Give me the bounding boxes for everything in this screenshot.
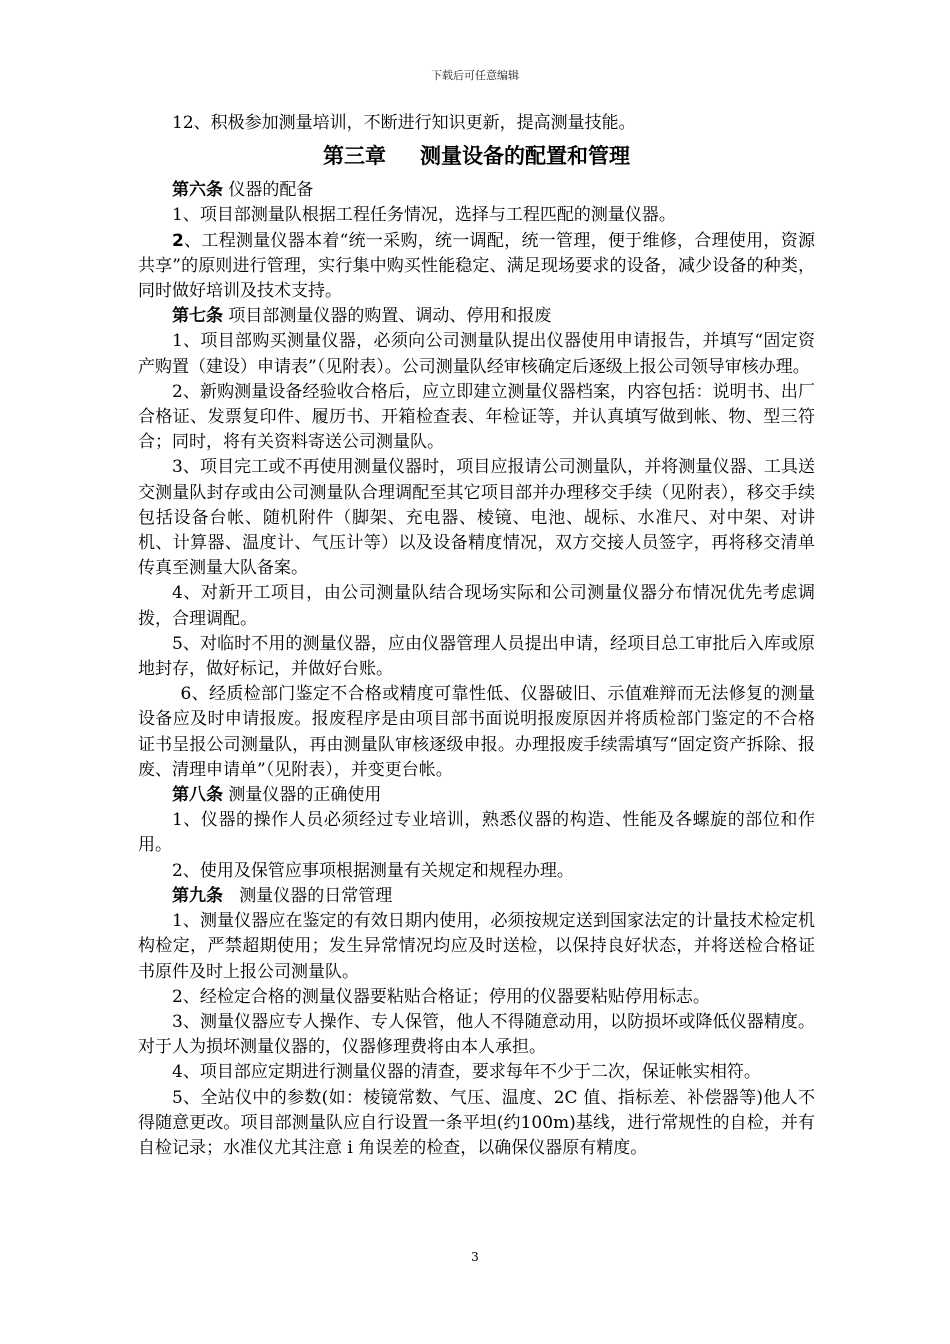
article-8-para-2: 2、使用及保管应事项根据测量有关规定和规程办理。 (172, 860, 574, 881)
article-6-heading (138, 178, 815, 203)
article-7-para-5: 5、对临时不用的测量仪器，应由仪器管理人员提出申请，经项目总工审批后入库或原地封存，做好标记，并做好台账。 (138, 633, 815, 680)
page-header: 下载后可任意编辑 (431, 69, 519, 82)
article-8-heading (138, 783, 815, 808)
article-7-label: 第七条 (172, 306, 223, 327)
article-7-para-1: 1、项目部购买测量仪器，必须向公司测量队提出仪器使用申请报告，并填写“固定资产购置（建设）申请表”（见附表）。公司测量队经审核确定后逐级上报公司领导审核办理。 (138, 331, 815, 377)
article-9-label: 第九条 (172, 885, 223, 906)
article-8-title: 测量仪器的正确使用 (228, 785, 382, 806)
article-9-para-2: 2、经检定合格的测量仪器要粘贴合格证；停用的仪器要粘贴停用标志。 (172, 986, 710, 1007)
article-8-para-1: 1、仪器的操作人员必须经过专业培训，熟悉仪器的构造、性能及各螺旋的部位和作用。 (138, 810, 815, 856)
article-7-heading (138, 304, 815, 329)
chapter-heading (138, 142, 815, 170)
chapter-number: 第三章 (323, 144, 386, 169)
article-7-para-4: 4、对新开工项目，由公司测量队结合现场实际和公司测量仪器分布情况优先考虑调拨，合理调配。 (138, 583, 815, 629)
article-9-para-4: 4、项目部应定期进行测量仪器的清查，要求每年不少于二次，保证帐实相符。 (172, 1062, 761, 1083)
article-7-para-3: 3、项目完工或不再使用测量仪器时，项目应报请公司测量队，并将测量仪器、工具送交测量队封存或由公司测量队合理调配至其它项目部并办理移交手续（见附表），移交手续包括设备台帐、随机附件（脚架、充电器、棱镜、电池、觇标、水准尺、对中架、对讲机、计算器、温度计、气压计等）以及设备精度情况，双方交接人员签字，再将移交清单传真至测量大队备案。 (138, 457, 815, 579)
article-8-label: 第八条 (172, 785, 223, 806)
document-body (138, 111, 815, 1161)
article-9-para-1: 1、测量仪器应在鉴定的有效日期内使用，必须按规定送到国家法定的计量技术检定机构检定，严禁超期使用；发生异常情况均应及时送检，以保持良好状态，并将送检合格证书原件及时上报公司测量队。 (138, 911, 815, 982)
article-9-para-3: 3、测量仪器应专人操作、专人保管，他人不得随意动用，以防损坏或降低仪器精度。对于人为损坏测量仪器的，仪器修理费将由本人承担。 (138, 1011, 815, 1058)
article-9-para-5: 5、全站仪中的参数(如：棱镜常数、气压、温度、2C 值、指标差、补偿器等)他人不得随意更改。项目部测量队应自行设置一条平坦(约100m)基线，进行常规性的自检，并有自检记录；水准仪尤其注意 i 角误差的检查，以确保仪器原有精度。 (138, 1087, 815, 1158)
article-7-title: 项目部测量仪器的购置、调动、停用和报废 (228, 306, 552, 327)
page-number: 3 (471, 1250, 479, 1264)
article-6-para-2-number: 2 (172, 230, 184, 251)
article-6-label: 第六条 (172, 180, 223, 201)
article-6-para-1: 1、项目部测量队根据工程任务情况，选择与工程匹配的测量仪器。 (172, 205, 676, 226)
chapter-title: 测量设备的配置和管理 (420, 144, 630, 169)
article-9-title: 测量仪器的日常管理 (239, 885, 393, 906)
article-7-para-2: 2、新购测量设备经验收合格后，应立即建立测量仪器档案，内容包括：说明书、出厂合格证、发票复印件、履历书、开箱检查表、年检证等，并认真填写做到帐、物、型三符合；同时，将有关资料寄送公司测量队。 (138, 381, 815, 453)
article-6-para-2-text: 、工程测量仪器本着“统一采购，统一调配，统一管理，便于维修，合理使用，资源共享”的原则进行管理，实行集中购买性能稳定、满足现场要求的设备，减少设备的种类，同时做好培训及技术支持。 (138, 230, 815, 302)
list-item-12: 12、积极参加测量培训，不断进行知识更新，提高测量技能。 (172, 113, 636, 133)
article-6-para-2 (138, 229, 815, 305)
article-9-heading (138, 884, 815, 909)
article-6-title: 仪器的配备 (228, 180, 314, 201)
article-7-para-6: 6、经质检部门鉴定不合格或精度可靠性低、仪器破旧、示值难辩而无法修复的测量设备应及时申请报废。报废程序是由项目部书面说明报废原因并将质检部门鉴定的不合格证书呈报公司测量队，再由测量队审核逐级申报。办理报废手续需填写“固定资产拆除、报废、清理申请单”（见附表），并变更台帐。 (138, 684, 815, 780)
